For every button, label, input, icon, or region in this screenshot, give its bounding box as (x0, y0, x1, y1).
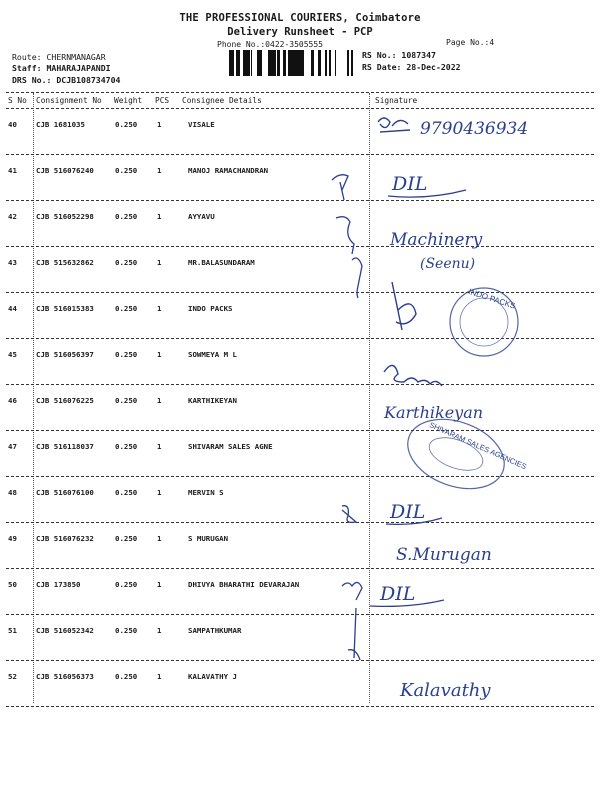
consignment-number: CJB 516076225 (36, 396, 94, 405)
col-consignment: Consignment No (36, 96, 102, 105)
weight-value: 0.250 (115, 304, 138, 313)
consignment-number: CJB 516076240 (36, 166, 94, 175)
staff-label: Staff: MAHARAJAPANDI (12, 63, 111, 73)
weight-value: 0.250 (115, 672, 138, 681)
table-row (0, 112, 600, 158)
pcs-value: 1 (157, 396, 162, 405)
pcs-value: 1 (157, 534, 162, 543)
pcs-value: 1 (157, 442, 162, 451)
pcs-value: 1 (157, 212, 162, 221)
row-divider (6, 660, 594, 661)
phone-handwriting: 9790436934 (420, 119, 529, 139)
consignment-number: CJB 516015383 (36, 304, 94, 313)
consignment-number: CJB 516056373 (36, 672, 94, 681)
consignee-name: MR.BALASUNDARAM (188, 258, 255, 267)
consignment-number: CJB 516076100 (36, 488, 94, 497)
consignee-name: SAMPATHKUMAR (188, 626, 242, 635)
row-divider (6, 522, 594, 523)
table-row (0, 618, 600, 664)
row-divider (6, 614, 594, 615)
weight-value: 0.250 (115, 166, 138, 175)
serial-number: 49 (8, 534, 17, 543)
row-divider (6, 292, 594, 293)
weight-value: 0.250 (115, 488, 138, 497)
serial-number: 52 (8, 672, 17, 681)
table-row (0, 434, 600, 480)
table-row (0, 250, 600, 296)
table-row (0, 204, 600, 250)
consignee-name: MANOJ RAMACHANDRAN (188, 166, 269, 175)
dil-handwriting: DIL (390, 501, 426, 523)
serial-number: 41 (8, 166, 17, 175)
phone-number: Phone No.:0422-3505555 (217, 40, 323, 49)
serial-number: 50 (8, 580, 17, 589)
serial-number: 44 (8, 304, 17, 313)
consignee-name: MERVIN S (188, 488, 224, 497)
pcs-value: 1 (157, 672, 162, 681)
rs-number: RS No.: 1087347 (362, 50, 436, 60)
table-row (0, 664, 600, 710)
serial-number: 40 (8, 120, 17, 129)
col-sno: S No (8, 96, 27, 105)
col-weight: Weight (114, 96, 143, 105)
pcs-value: 1 (157, 626, 162, 635)
consignee-name: SOWMEYA M L (188, 350, 237, 359)
row-divider (6, 338, 594, 339)
consignment-number: CJB 516118037 (36, 442, 94, 451)
weight-value: 0.250 (115, 396, 138, 405)
karthikeyan-handwriting: Karthikeyan (384, 403, 484, 422)
col-consignee: Consignee Details (182, 96, 262, 105)
serial-number: 42 (8, 212, 17, 221)
consignment-number: CJB 1681035 (36, 120, 85, 129)
company-title: THE PROFESSIONAL COURIERS, Coimbatore (179, 12, 421, 24)
consignment-number: CJB 516052298 (36, 212, 94, 221)
kalavathy-handwriting: Kalavathy (400, 680, 491, 701)
serial-number: 46 (8, 396, 17, 405)
table-row (0, 158, 600, 204)
company-handwriting: Machinery (390, 230, 483, 250)
route-label: Route: CHERNMANAGAR (12, 52, 106, 62)
consignee-name: INDO PACKS (188, 304, 233, 313)
serial-number: 43 (8, 258, 17, 267)
pcs-value: 1 (157, 258, 162, 267)
table-row (0, 526, 600, 572)
table-row (0, 572, 600, 618)
row-divider (6, 246, 594, 247)
pcs-value: 1 (157, 580, 162, 589)
weight-value: 0.250 (115, 258, 138, 267)
weight-value: 0.250 (115, 626, 138, 635)
consignee-name: SHIVARAM SALES AGNE (188, 442, 273, 451)
svg-text:SHIVARAM SALES AGENCIES: SHIVARAM SALES AGENCIES (427, 420, 528, 472)
svg-text:INDO PACKS: INDO PACKS (467, 287, 517, 311)
weight-value: 0.250 (115, 212, 138, 221)
col-signature: Signature (375, 96, 418, 105)
barcode-icon (229, 50, 353, 76)
murugan-handwriting: S.Murugan (396, 545, 492, 565)
runsheet-subtitle: Delivery Runsheet - PCP (227, 26, 373, 38)
row-divider (6, 154, 594, 155)
consignee-name: DHIVYA BHARATHI DEVARAJAN (188, 580, 300, 589)
pcs-value: 1 (157, 304, 162, 313)
rs-date: RS Date: 28-Dec-2022 (362, 62, 461, 72)
pcs-value: 1 (157, 350, 162, 359)
seenu-handwriting: (Seenu) (420, 256, 476, 272)
consignee-name: AYYAVU (188, 212, 215, 221)
consignee-name: S MURUGAN (188, 534, 229, 543)
row-divider (6, 384, 594, 385)
serial-number: 51 (8, 626, 17, 635)
consignment-number: CJB 516076232 (36, 534, 94, 543)
consignee-name: VISALE (188, 120, 215, 129)
weight-value: 0.250 (115, 534, 138, 543)
column-header-divider (6, 108, 594, 109)
pcs-value: 1 (157, 120, 162, 129)
serial-number: 47 (8, 442, 17, 451)
serial-number: 45 (8, 350, 17, 359)
weight-value: 0.250 (115, 580, 138, 589)
consignee-name: KALAVATHY J (188, 672, 237, 681)
dil-handwriting: DIL (380, 583, 416, 605)
weight-value: 0.250 (115, 350, 138, 359)
table-row (0, 480, 600, 526)
page-number: Page No.:4 (446, 38, 495, 47)
consignee-name: KARTHIKEYAN (188, 396, 237, 405)
consignment-number: CJB 515632862 (36, 258, 94, 267)
table-row (0, 388, 600, 434)
table-row (0, 342, 600, 388)
row-divider (6, 200, 594, 201)
row-divider (6, 430, 594, 431)
pcs-value: 1 (157, 488, 162, 497)
serial-number: 48 (8, 488, 17, 497)
row-divider (6, 568, 594, 569)
pcs-value: 1 (157, 166, 162, 175)
consignment-number: CJB 516056397 (36, 350, 94, 359)
header-divider (6, 92, 594, 93)
weight-value: 0.250 (115, 442, 138, 451)
dil-handwriting: DIL (392, 173, 428, 195)
consignment-number: CJB 516052342 (36, 626, 94, 635)
row-divider (6, 476, 594, 477)
consignment-number: CJB 173850 (36, 580, 81, 589)
col-pcs: PCS (155, 96, 170, 105)
table-row (0, 296, 600, 342)
row-divider (6, 706, 594, 707)
weight-value: 0.250 (115, 120, 138, 129)
drs-number: DRS No.: DCJB108734704 (12, 75, 121, 85)
